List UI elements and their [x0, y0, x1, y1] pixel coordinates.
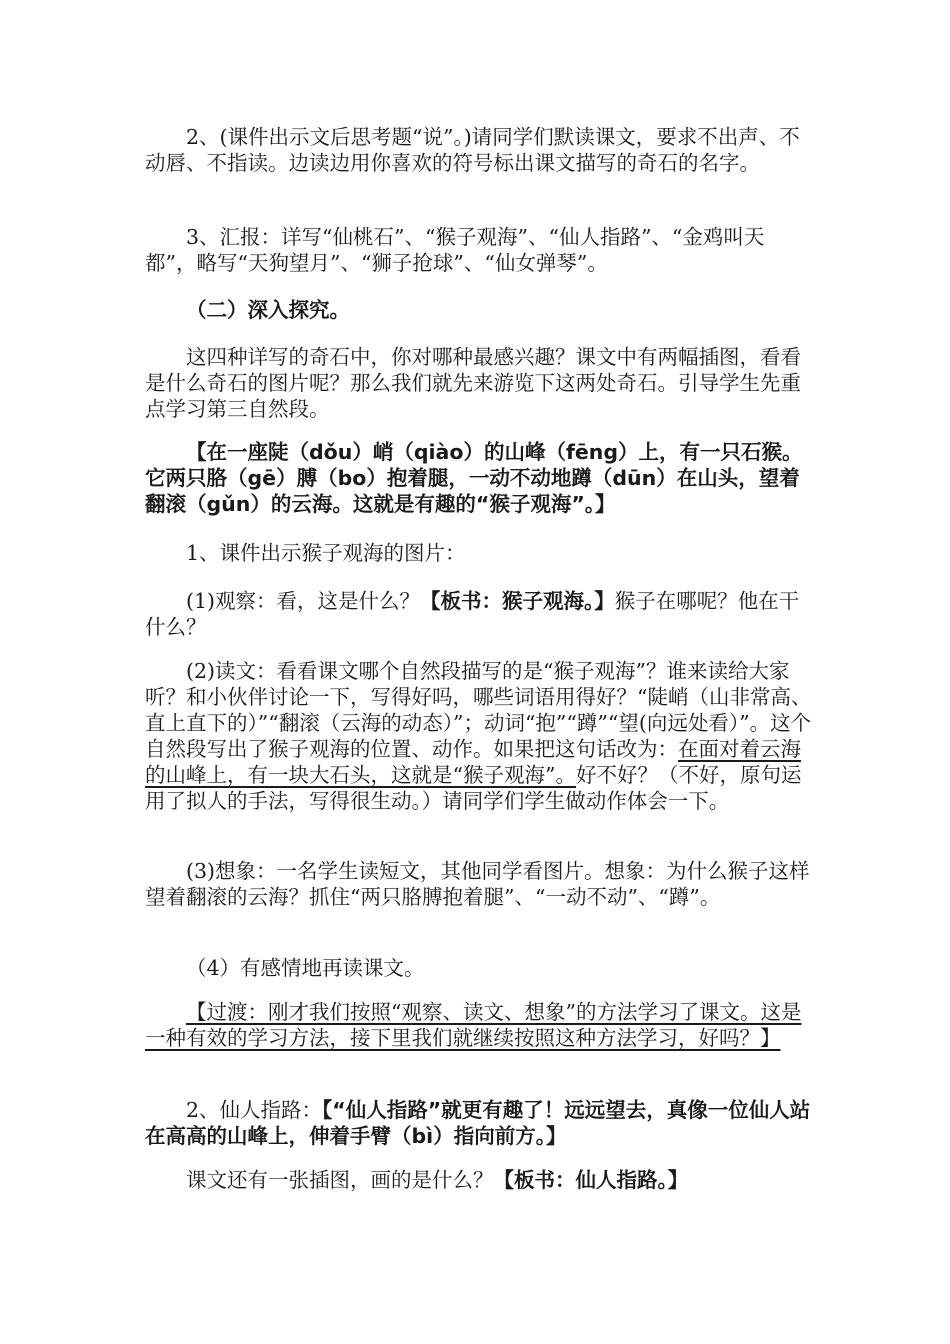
paragraph-observe — [145, 588, 813, 640]
read-text-body: (2)读文：看看课文哪个自然段描写的是“猴子观海”？谁来读给大家听？和小伙伴讨论一下，写得好吗，哪些词语用得好？“陡峭（山非常高、直上直下的）”“翻滚（云海的动态）”；动词“抱”“蹲”“望(向远处看）”。这个自然段写出了猴子观海的位置、动作。如果把这句话改为： — [145, 659, 812, 761]
paragraph-quoted-text-monkey: 【在一座陡（dǒu）峭（qiào）的山峰（fēng）上，有一只石猴。它两只胳（gē）膊（bo）抱着腿，一动不动地蹲（dūn）在山头，望着翻滚（gǔn）的云海。这就是有趣的“猴子观海”。】 — [145, 440, 803, 516]
paragraph-intro-question: 这四种详写的奇石中，你对哪种最感兴趣？课文中有两幅插图，看看是什么奇石的图片呢？那么我们就先来游览下这两处奇石。引导学生先重点学习第三自然段。 — [145, 345, 801, 421]
paragraph-second-illustration — [145, 1167, 813, 1193]
paragraph-step-2: 2、(课件出示文后思考题“说”。)请同学们默读课文，要求不出声、不动唇、不指读。边读边用你喜欢的符号标出课文描写的奇石的名字。 — [145, 125, 800, 175]
immortal-label: 2、仙人指路： — [186, 1098, 323, 1122]
section-heading-deep-inquiry: （二）深入探究。 — [186, 298, 350, 322]
observe-text: (1)观察：看，这是什么？ — [186, 589, 421, 613]
rewritten-sentence: 在面对着云海的山峰上，有一块大石头，这就是“猴子观海”。 — [145, 737, 801, 787]
paragraph-courseware-monkey: 1、课件出示猴子观海的图片： — [186, 541, 466, 565]
blackboard-note-monkey: 【板书：猴子观海。】 — [420, 589, 615, 613]
paragraph-imagine: (3)想象：一名学生读短文，其他同学看图片。想象：为什么猴子这样望着翻滚的云海？抓住“两只胳膊抱着腿”、“一动不动”、“蹲”。 — [145, 859, 810, 909]
illustration-question: 课文还有一张插图，画的是什么？ — [186, 1168, 494, 1192]
quoted-text-immortal: 【“仙人指路”就更有趣了！远远望去，真像一位仙人站在高高的山峰上，伸着手臂（bì）指向前方。】 — [145, 1098, 811, 1148]
blackboard-note-immortal: 【板书：仙人指路。】 — [493, 1168, 689, 1192]
paragraph-immortal-pointing — [145, 1097, 813, 1149]
paragraph-transition: 【过渡：刚才我们按照“观察、读文、想象”的方法学习了课文。这是一种有效的学习方法，接下里我们就继续按照这种方法学习，好吗？】 — [145, 1000, 802, 1050]
paragraph-step-3-report: 3、汇报：详写“仙桃石”、“猴子观海”、“仙人指路”、“金鸡叫天都”，略写“天狗望月”、“狮子抢球”、“仙女弹琴”。 — [145, 225, 765, 275]
paragraph-read-text — [145, 658, 813, 814]
read-text-conclusion: 好不好？（不好，原句运用了拟人的手法，写得很生动。）请同学们学生做动作体会一下。 — [145, 763, 802, 813]
paragraph-reread: （4）有感情地再读课文。 — [186, 956, 425, 980]
observe-question: 猴子在哪呢？他在干什么？ — [145, 589, 800, 639]
